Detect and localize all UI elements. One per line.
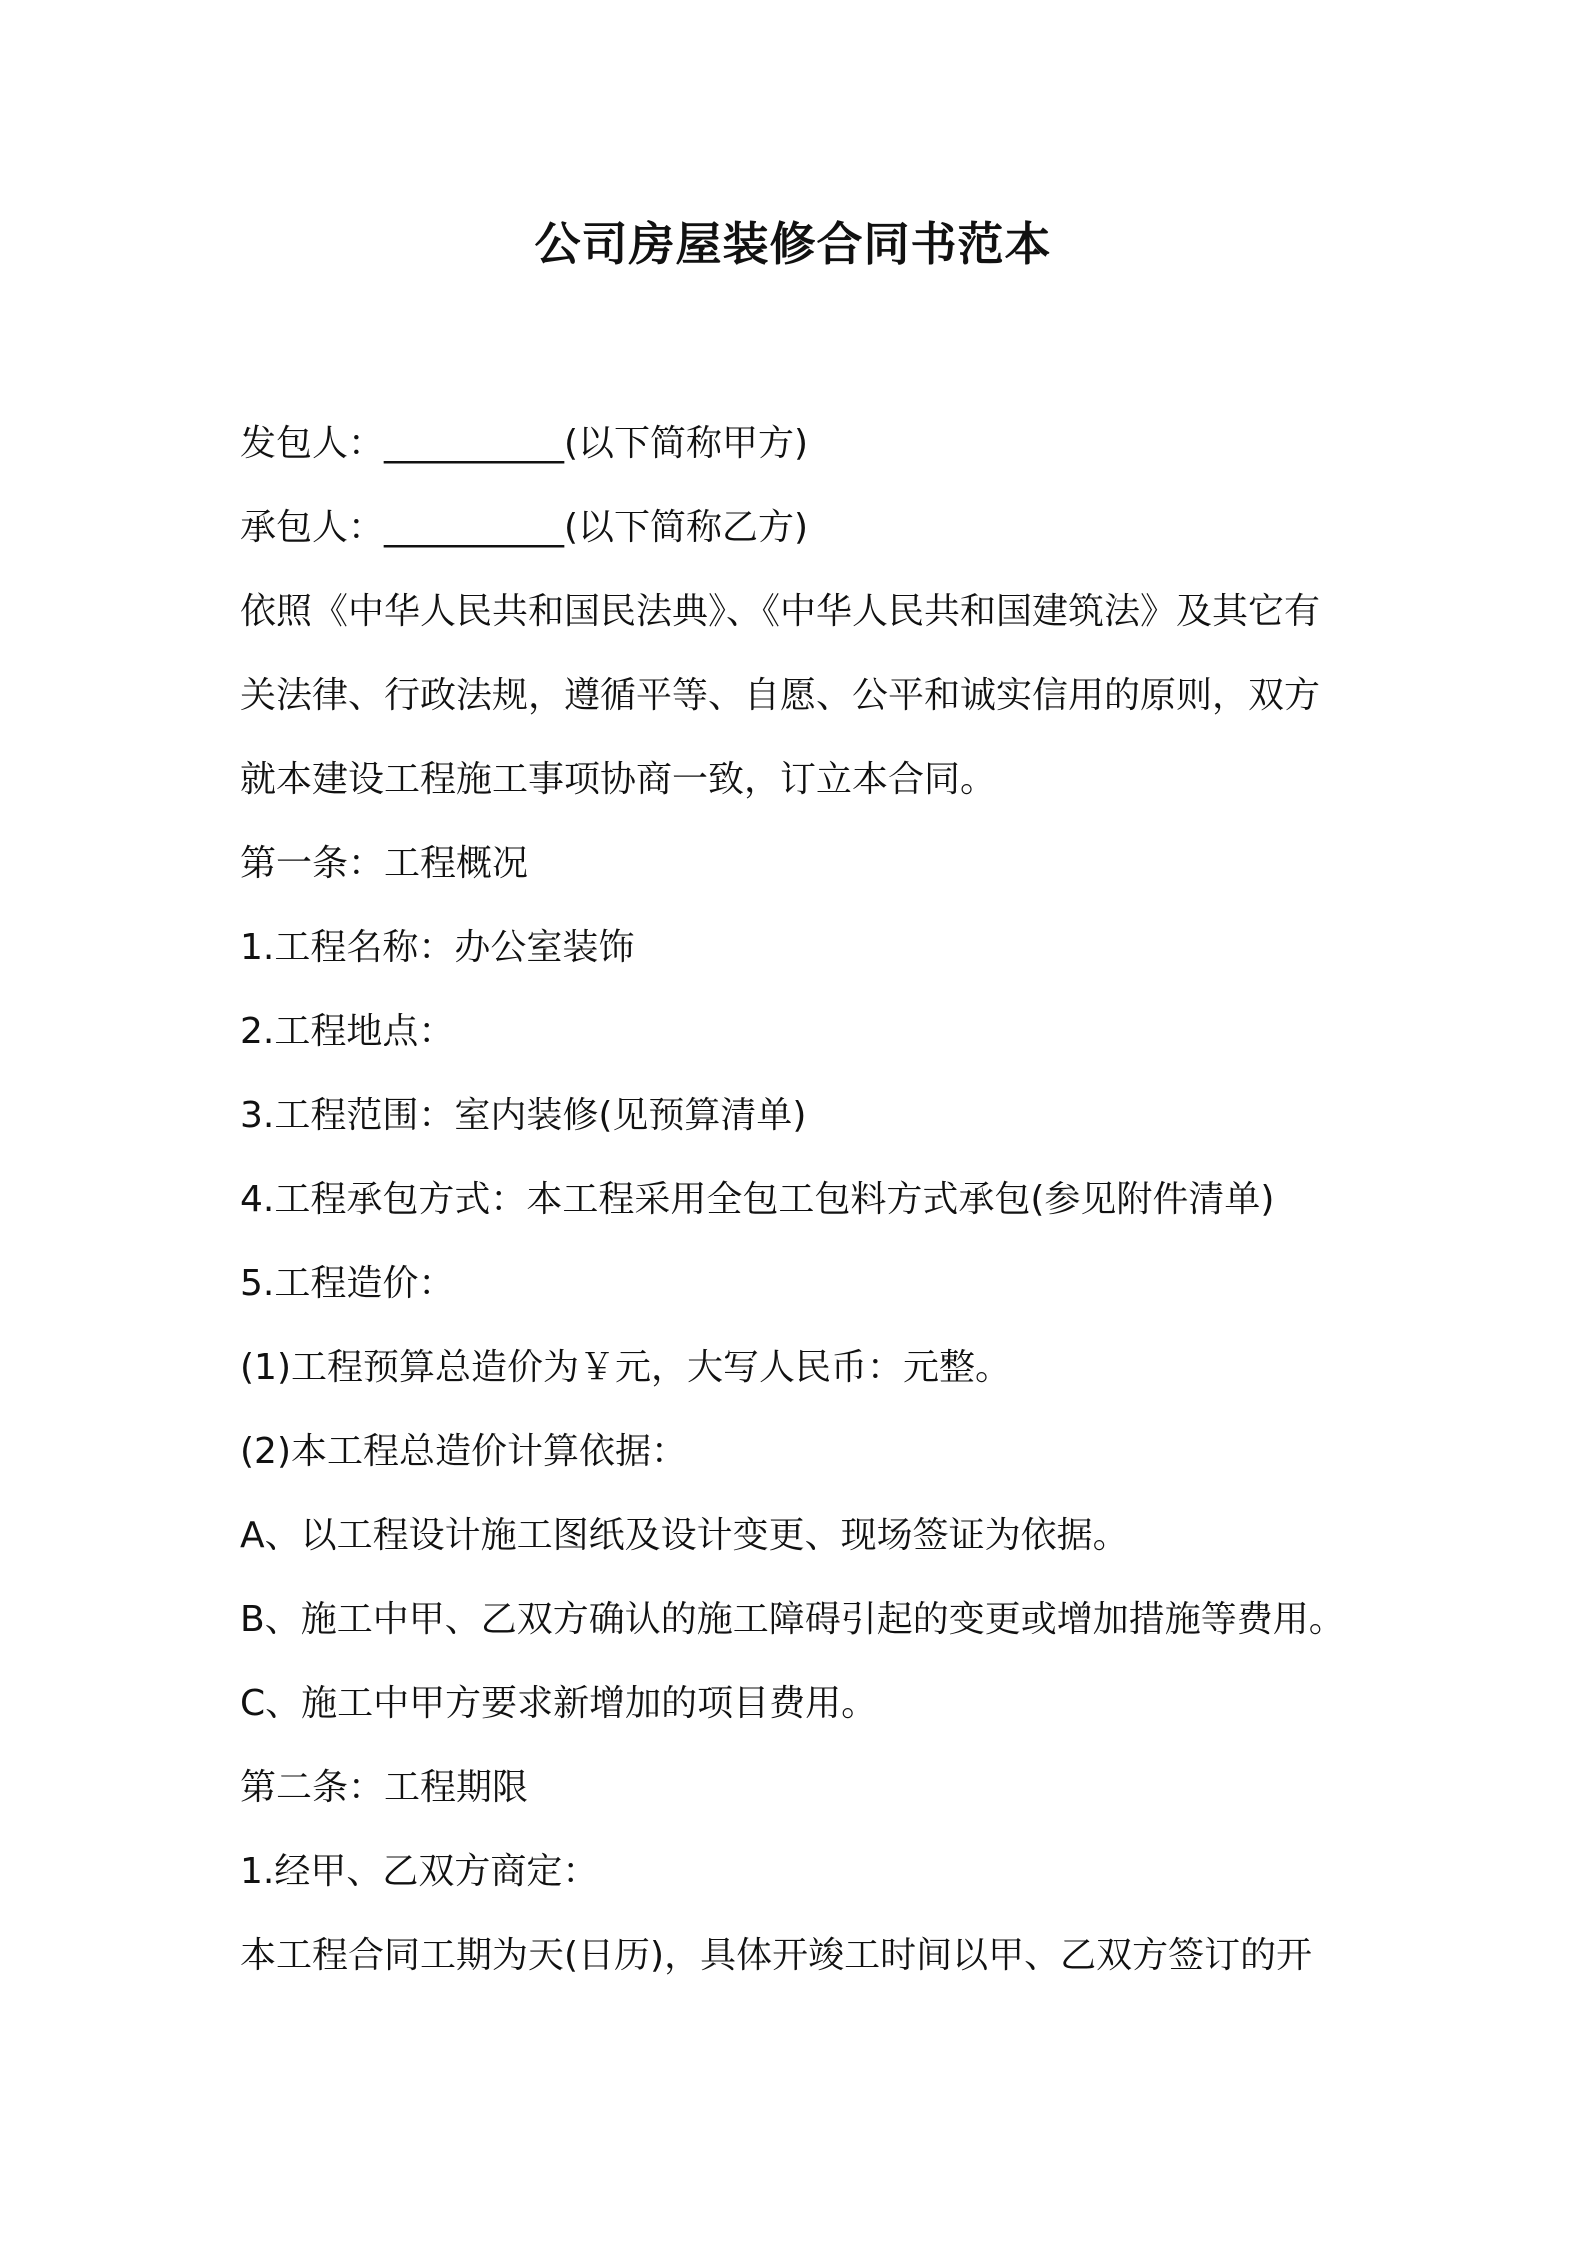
text-line-duration: 本工程合同工期为天(日历)，具体开竣工时间以甲、乙双方签订的开 xyxy=(240,1935,1313,1976)
section-heading-2: 第二条：工程期限 xyxy=(240,1767,529,1808)
text-line-basis-a: A、以工程设计施工图纸及设计变更、现场签证为依据。 xyxy=(240,1515,1129,1556)
text-line-basis-b: B、施工中甲、乙双方确认的施工障碍引起的变更或增加措施等费用。 xyxy=(240,1599,1345,1640)
text-line-preamble-1: 依照《中华人民共和国民法典》、《中华人民共和国建筑法》及其它有 xyxy=(240,591,1321,632)
text-line-agreement: 1.经甲、乙双方商定： xyxy=(240,1851,599,1892)
text-line-party-b: 承包人：__________(以下简称乙方) xyxy=(240,507,809,548)
text-line-contract-method: 4.工程承包方式：本工程采用全包工包料方式承包(参见附件清单) xyxy=(240,1179,1275,1220)
text-line-project-name: 1.工程名称：办公室装饰 xyxy=(240,927,635,968)
text-line-project-location: 2.工程地点： xyxy=(240,1011,455,1052)
text-line-basis-c: C、施工中甲方要求新增加的项目费用。 xyxy=(240,1683,878,1724)
text-line-project-scope: 3.工程范围：室内装修(见预算清单) xyxy=(240,1095,807,1136)
document-title: 公司房屋装修合同书范本 xyxy=(534,217,1052,271)
text-line-preamble-3: 就本建设工程施工事项协商一致，订立本合同。 xyxy=(240,759,997,800)
section-heading-1: 第一条：工程概况 xyxy=(240,843,529,884)
text-line-cost-1: (1)工程预算总造价为￥元，大写人民币：元整。 xyxy=(240,1347,1011,1388)
text-line-party-a: 发包人：__________(以下简称甲方) xyxy=(240,423,809,464)
document-body xyxy=(240,402,1360,1998)
text-line-project-cost: 5.工程造价： xyxy=(240,1263,455,1304)
text-line-preamble-2: 关法律、行政法规，遵循平等、自愿、公平和诚实信用的原则，双方 xyxy=(240,675,1321,716)
text-line-cost-2: (2)本工程总造价计算依据： xyxy=(240,1431,687,1472)
